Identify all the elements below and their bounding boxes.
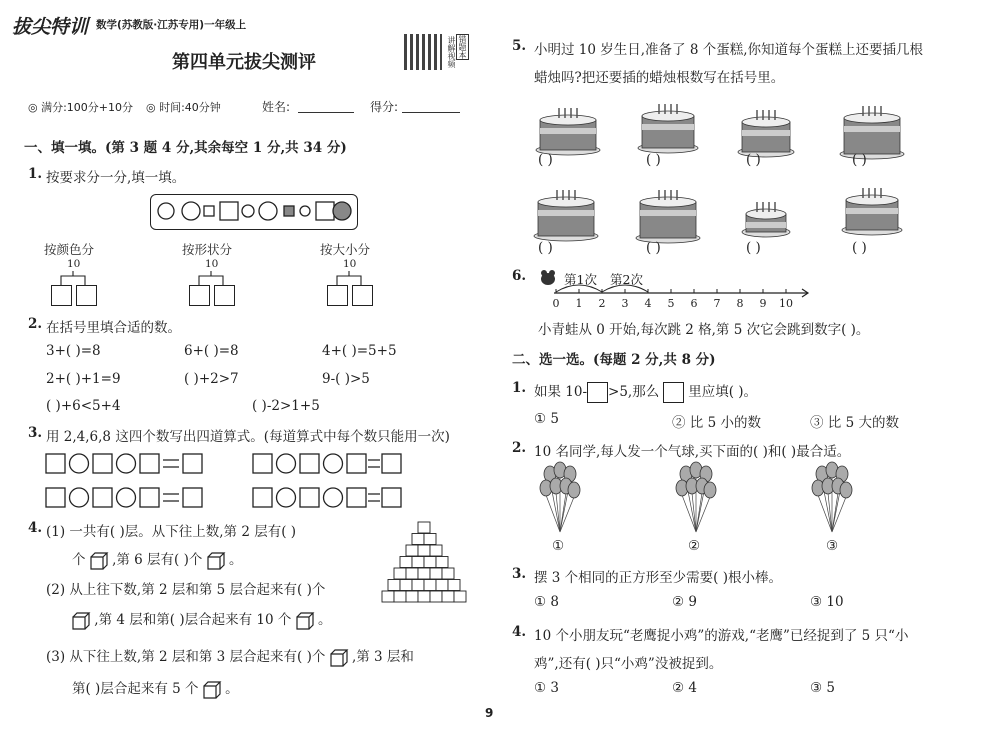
number-line-label: 1 — [575, 297, 583, 310]
section-heading-fill: 一、填一填。(第 3 题 4 分,其余每空 1 分,共 34 分) — [24, 140, 347, 156]
q5-line1: 小明过 10 岁生日,准备了 8 个蛋糕,你知道每个蛋糕上还要插几根 — [534, 42, 924, 58]
cake-icon — [534, 190, 598, 241]
p2-q1-text — [534, 380, 757, 403]
name-label: 姓名: — [262, 100, 291, 114]
q2-number: 2. — [28, 316, 43, 332]
header-subject: 数学(苏教版·江苏专用)一年级上 — [96, 19, 247, 31]
cake-answer-blank[interactable]: ( ) — [646, 240, 661, 256]
pyramid-cube — [424, 580, 436, 591]
formula-box — [382, 488, 401, 507]
pyramid-cube — [448, 580, 460, 591]
formula-circle — [277, 454, 296, 473]
q4-line3 — [46, 578, 325, 598]
equation[interactable]: 9-( )>5 — [322, 371, 370, 387]
pyramid-cube — [454, 591, 466, 602]
q4-line4: ,第 4 层和第( )层合起来有 10 个 。 — [72, 608, 331, 630]
formula-box — [140, 488, 159, 507]
equation[interactable]: ( )+2>7 — [184, 371, 239, 387]
full-score: ◎ 满分:100分+10分 — [28, 101, 134, 114]
pyramid-cube — [436, 557, 448, 568]
formula-box — [46, 454, 65, 473]
number-line-label: 0 — [552, 297, 560, 310]
pyramid-cube — [418, 568, 430, 579]
number-line-label: 2 — [598, 297, 606, 310]
formula-box — [93, 488, 112, 507]
number-line — [540, 280, 820, 314]
formula-box — [347, 454, 366, 473]
group-label-color: 按颜色分 — [44, 242, 95, 257]
q4-l4a: ,第 4 层和第( )层合起来有 10 个 — [94, 612, 292, 628]
cake-icon — [638, 104, 698, 153]
balloon-bunches — [520, 466, 880, 538]
p2-q1-number: 1. — [512, 380, 527, 396]
formula-templates — [0, 0, 480, 520]
pyramid-cube — [430, 568, 442, 579]
group-label-size: 按大小分 — [320, 242, 371, 257]
formula-box — [46, 488, 65, 507]
group-label-shape: 按形状分 — [182, 242, 233, 257]
cake-icon — [742, 202, 790, 237]
cake-icon — [840, 106, 904, 159]
option[interactable]: ① 3 — [534, 680, 559, 696]
equation[interactable]: 6+( )=8 — [184, 343, 239, 359]
q5-number: 5. — [512, 38, 527, 54]
cake-icon — [738, 110, 794, 157]
cube-icon — [330, 649, 348, 667]
pyramid-cube — [436, 580, 448, 591]
p2-q2-text: 10 名同学,每人发一个气球,买下面的( )和( )最合适。 — [534, 444, 851, 460]
number-line-label: 8 — [736, 297, 744, 310]
cake-answer-blank[interactable]: ( ) — [852, 240, 867, 256]
q3-text: 用 2,4,6,8 这四个数写出四道算式。(每道算式中每个数只能用一次) — [46, 429, 450, 445]
formula-box — [253, 488, 272, 507]
option[interactable]: ③ 5 — [810, 680, 835, 696]
number-line-label: 3 — [621, 297, 629, 310]
balloon-bunch-icon — [812, 462, 852, 532]
q4-l2a: 个 — [72, 552, 86, 568]
score-label: 得分: — [370, 100, 399, 114]
group-total: 10 — [67, 258, 81, 270]
q5-line2: 蜡烛吗?把还要插的蜡烛根数写在括号里。 — [534, 70, 785, 86]
number-line-label: 5 — [667, 297, 675, 310]
cube-icon — [296, 612, 314, 630]
formula-box — [300, 488, 319, 507]
equation[interactable]: ( )-2>1+5 — [252, 398, 320, 414]
group-total: 10 — [205, 258, 219, 270]
formula-circle — [324, 454, 343, 473]
pyramid-cube — [442, 591, 454, 602]
pyramid-cube — [406, 545, 418, 556]
page-title: 第四单元拔尖测评 — [172, 52, 316, 73]
pyramid-cube — [400, 557, 412, 568]
pyramid-cube — [400, 580, 412, 591]
pyramid-cube — [382, 591, 394, 602]
p2-q3-text: 摆 3 个相同的正方形至少需要( )根小棒。 — [534, 570, 782, 586]
formula-box — [140, 454, 159, 473]
number-line-label: 4 — [644, 297, 652, 310]
cake-icon — [536, 108, 600, 155]
option[interactable]: ① 8 — [534, 594, 559, 610]
q6-number: 6. — [512, 268, 527, 284]
equals-sign — [163, 460, 179, 467]
q3-number: 3. — [28, 425, 43, 441]
formula-circle — [117, 488, 136, 507]
pyramid-cube — [406, 568, 418, 579]
pyramid-cube — [430, 591, 442, 602]
balloon-bunch-icon — [676, 462, 716, 532]
time-limit: ◎ 时间:40分钟 — [146, 101, 221, 114]
formula-box — [382, 454, 401, 473]
q6-text: 小青蛙从 0 开始,每次跳 2 格,第 5 次它会跳到数字( )。 — [538, 322, 870, 338]
formula-circle — [70, 454, 89, 473]
cake-icon — [842, 188, 902, 235]
cake-icon — [636, 190, 700, 243]
q1-number: 1. — [28, 166, 43, 182]
q4-line2: 个 ,第 6 层有( )个 。 — [72, 552, 243, 568]
option[interactable]: ② 9 — [672, 594, 697, 610]
q4-line1: (1) 一共有( )层。从下往上数,第 2 层有( ) — [46, 524, 297, 540]
equation[interactable]: 3+( )=8 — [46, 343, 101, 359]
section-heading-choose: 二、选一选。(每题 2 分,共 8 分) — [512, 352, 716, 368]
pyramid-cube — [388, 580, 400, 591]
cake-answer-blank[interactable]: ( ) — [746, 240, 761, 256]
cake-answer-blank[interactable]: ( ) — [746, 152, 761, 168]
blank-square[interactable] — [587, 382, 608, 403]
p2-q1-b: >5,那么 — [608, 384, 660, 400]
cake-answer-blank[interactable]: ( ) — [852, 152, 867, 168]
pyramid-cube — [418, 545, 430, 556]
formula-circle — [324, 488, 343, 507]
blank-square[interactable] — [663, 382, 684, 403]
q4-l6a: 第( )层合起来有 5 个 — [72, 681, 199, 697]
qr-label: 讲解视频 — [447, 36, 456, 68]
pyramid-cube — [442, 568, 454, 579]
q4-l5b: ,第 3 层和 — [351, 649, 414, 665]
jump-label-2: 第2次 — [610, 272, 643, 287]
q4-l5a: (3) 从下往上数,第 2 层和第 3 层合起来有( )个 — [46, 649, 326, 665]
pyramid-cube — [394, 591, 406, 602]
pyramid-cube — [412, 557, 424, 568]
option[interactable]: ② 4 — [672, 680, 697, 696]
group-total: 10 — [343, 258, 357, 270]
q4-l2b: ,第 6 层有( )个 — [112, 552, 203, 568]
p2-q1-a: 如果 10- — [534, 384, 588, 400]
pyramid-cube — [406, 591, 418, 602]
q4-number: 4. — [28, 520, 43, 536]
formula-circle — [277, 488, 296, 507]
equals-sign — [368, 494, 380, 501]
cube-icon — [203, 681, 221, 699]
cake-answer-blank[interactable]: ( ) — [538, 152, 553, 168]
formula-box — [253, 454, 272, 473]
option[interactable]: ③ 比 5 大的数 — [810, 415, 899, 431]
p2-q4-line1: 10 个小朋友玩“老鹰捉小鸡”的游戏,“老鹰”已经捉到了 5 只“小 — [534, 628, 909, 644]
balloon-bunch-icon — [540, 462, 580, 532]
cube-pyramid — [376, 522, 472, 604]
pyramid-cube — [412, 580, 424, 591]
cube-icon — [72, 612, 90, 630]
q2-text: 在括号里填合适的数。 — [46, 320, 181, 336]
q4-line6: 第( )层合起来有 5 个 。 — [72, 681, 239, 697]
option[interactable]: ② 比 5 小的数 — [672, 415, 761, 431]
formula-circle — [117, 454, 136, 473]
p2-q4-line2: 鸡”,还有( )只“小鸡”没被捉到。 — [534, 656, 723, 672]
number-line-label: 7 — [713, 297, 721, 310]
equation[interactable]: 2+( )+1=9 — [46, 371, 121, 387]
pyramid-cube — [424, 534, 436, 545]
equals-sign — [163, 494, 179, 501]
formula-box — [347, 488, 366, 507]
option[interactable]: ③ — [826, 538, 839, 554]
number-line-label: 9 — [759, 297, 767, 310]
formula-box — [300, 454, 319, 473]
option[interactable]: ① — [552, 538, 565, 554]
formula-circle — [70, 488, 89, 507]
pyramid-cube — [412, 534, 424, 545]
pyramid-cube — [394, 568, 406, 579]
qr-side-label: 错题本 — [458, 35, 467, 59]
q1-text: 按要求分一分,填一填。 — [46, 170, 186, 186]
option[interactable]: ② — [688, 538, 701, 554]
cake-answer-blank[interactable]: ( ) — [538, 240, 553, 256]
option[interactable]: ③ 10 — [810, 594, 844, 610]
q4-line5 — [46, 645, 414, 667]
number-line-label: 6 — [690, 297, 698, 310]
cube-icon — [90, 552, 108, 570]
equals-sign — [368, 460, 380, 467]
p2-q4-number: 4. — [512, 624, 527, 640]
q4-l3a: (2) 从上往下数,第 2 层和第 5 层合起来有( )个 — [46, 582, 326, 598]
equation[interactable]: ( )+6<5+4 — [46, 398, 121, 414]
p2-q1-c: 里应填( )。 — [688, 384, 758, 400]
p2-q3-number: 3. — [512, 566, 527, 582]
cake-answer-blank[interactable]: ( ) — [646, 152, 661, 168]
pyramid-cube — [418, 522, 430, 533]
jump-label-1: 第1次 — [564, 272, 597, 287]
pyramid-cube — [424, 557, 436, 568]
pyramid-cube — [430, 545, 442, 556]
pyramid-cube — [418, 591, 430, 602]
formula-box — [183, 454, 202, 473]
number-line-label: 10 — [779, 297, 793, 310]
brand-logo: 拔尖特训 — [12, 16, 89, 38]
formula-box — [183, 488, 202, 507]
equation[interactable]: 4+( )=5+5 — [322, 343, 397, 359]
page-number: 9 — [485, 706, 494, 720]
formula-box — [93, 454, 112, 473]
option[interactable]: ① 5 — [534, 411, 559, 427]
p2-q2-number: 2. — [512, 440, 527, 456]
cube-icon — [207, 552, 225, 570]
